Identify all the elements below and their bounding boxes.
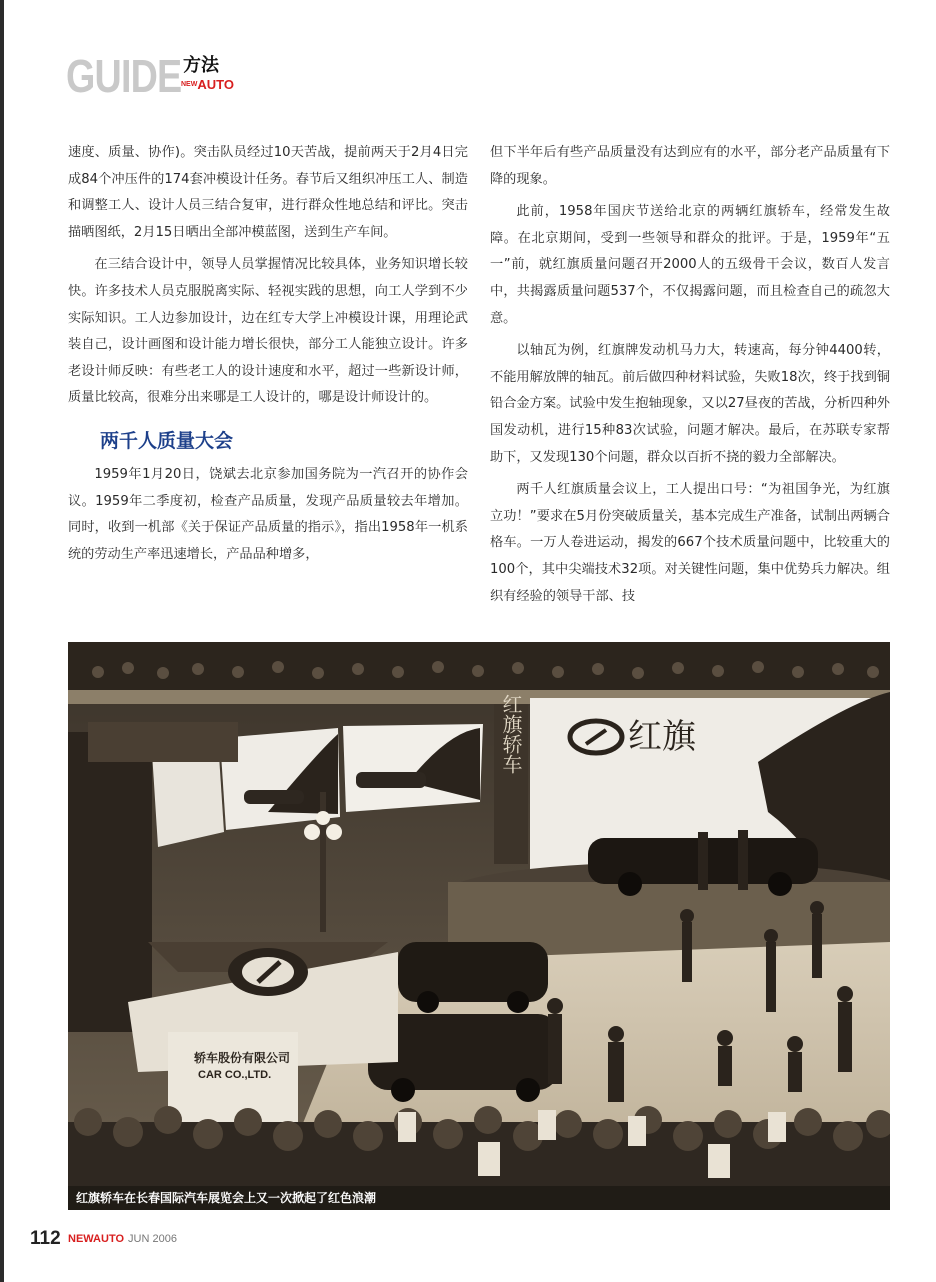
left-paragraph-2: 在三结合设计中，领导人员掌握情况比较具体，业务知识增长较快。许多技术人员克服脱离实际、轻视实践的思想，向工人学到不少实际知识。工人边参加设计，边在红专大学上冲模设计课，用理论武装自己，设计画图和设计能力增长很快，部分工人能独立设计。许多老设计师反映：有些老工人的设计速度和水平，超过一些新设计师，质量比较高，很难分出来哪是工人设计的，哪是设计师设计的。 [68, 257, 468, 406]
right-paragraph-1: 但下半年后有些产品质量没有达到应有的水平，部分老产品质量有下降的现象。 [490, 145, 890, 187]
photo-caption: 红旗轿车在长春国际汽车展览会上又一次掀起了红色浪潮 [68, 1186, 890, 1210]
photo-illustration [68, 642, 890, 1210]
right-paragraph-4: 两千人红旗质量会议上，工人提出口号：“为祖国争光，为红旗立功！”要求在5月份突破质量关，基本完成生产准备，试制出两辆合格车。一万人卷进运动，揭发的667个技术质量问题中，比较重大的100个，其中尖端技术32项。对关键性问题，集中优势兵力解决。组织有经验的领导干部、技 [490, 482, 890, 604]
vertical-sign-text: 红旗轿车 [499, 694, 523, 774]
right-paragraph-3: 以轴瓦为例，红旗牌发动机马力大，转速高，每分钟4400转，不能用解放牌的轴瓦。前后做四种材料试验，失败18次，终于找到铜铅合金方案。试验中发生抱轴现象，又以27昼夜的苦战，分析四种外国发动机，进行15种83次试验，问题才解决。最后，在苏联专家帮助下，又发现130个问题，群众以百折不挠的毅力全部解决。 [490, 343, 890, 465]
right-column [490, 140, 890, 616]
footer-brand-name: NEWAUTO [68, 1233, 125, 1245]
left-paragraph-3: 1959年1月20日，饶斌去北京参加国务院为一汽召开的协作会议。1959年二季度初，检查产品质量，发现产品质量较去年增加。同时，收到一机部《关于保证产品质量的指示》，指出1958年一机系统的劳动生产率迅速增长，产品品种增多， [68, 466, 468, 562]
section-header [66, 52, 266, 102]
section-title: 方法 [183, 55, 219, 76]
booth-company-text: 轿车股份有限公司 [194, 1051, 291, 1065]
brand-logo-auto: AUTO [197, 77, 234, 92]
booth-company-en-text: CAR CO.,LTD. [198, 1069, 272, 1081]
brand-logo [181, 78, 234, 92]
right-paragraph-2: 此前，1958年国庆节送给北京的两辆红旗轿车，经常发生故障。在北京期间，受到一些领导和群众的批评。于是，1959年“五一”前，就红旗质量问题召开2000人的五级骨干会议，数百人发言中，共揭露质量问题537个，不仅揭露问题，而且检查自己的疏忽大意。 [490, 204, 890, 326]
subheading: 两千人质量大会 [100, 429, 234, 452]
left-column [68, 140, 468, 574]
page-edge [0, 0, 4, 1282]
auto-show-photo [68, 642, 890, 1210]
footer-date: JUN 2006 [128, 1233, 177, 1245]
left-paragraph-1: 速度、质量、协作)。突击队员经过10天苦战，提前两天于2月4日完成84个冲压件的174套冲模设计任务。春节后又组织冲压工人、制造和调整工人、设计人员三结合复审，进行群众性地总结和评比。突击描晒图纸，2月15日晒出全部冲模蓝图，送到生产车间。 [68, 145, 468, 240]
brand-logo-new: NEW [181, 81, 198, 88]
guide-logo: GUIDE [66, 50, 182, 102]
banner-brand-text: 红旗 [628, 717, 696, 757]
footer-brand [68, 1231, 177, 1247]
page-number: 112 [30, 1228, 61, 1249]
